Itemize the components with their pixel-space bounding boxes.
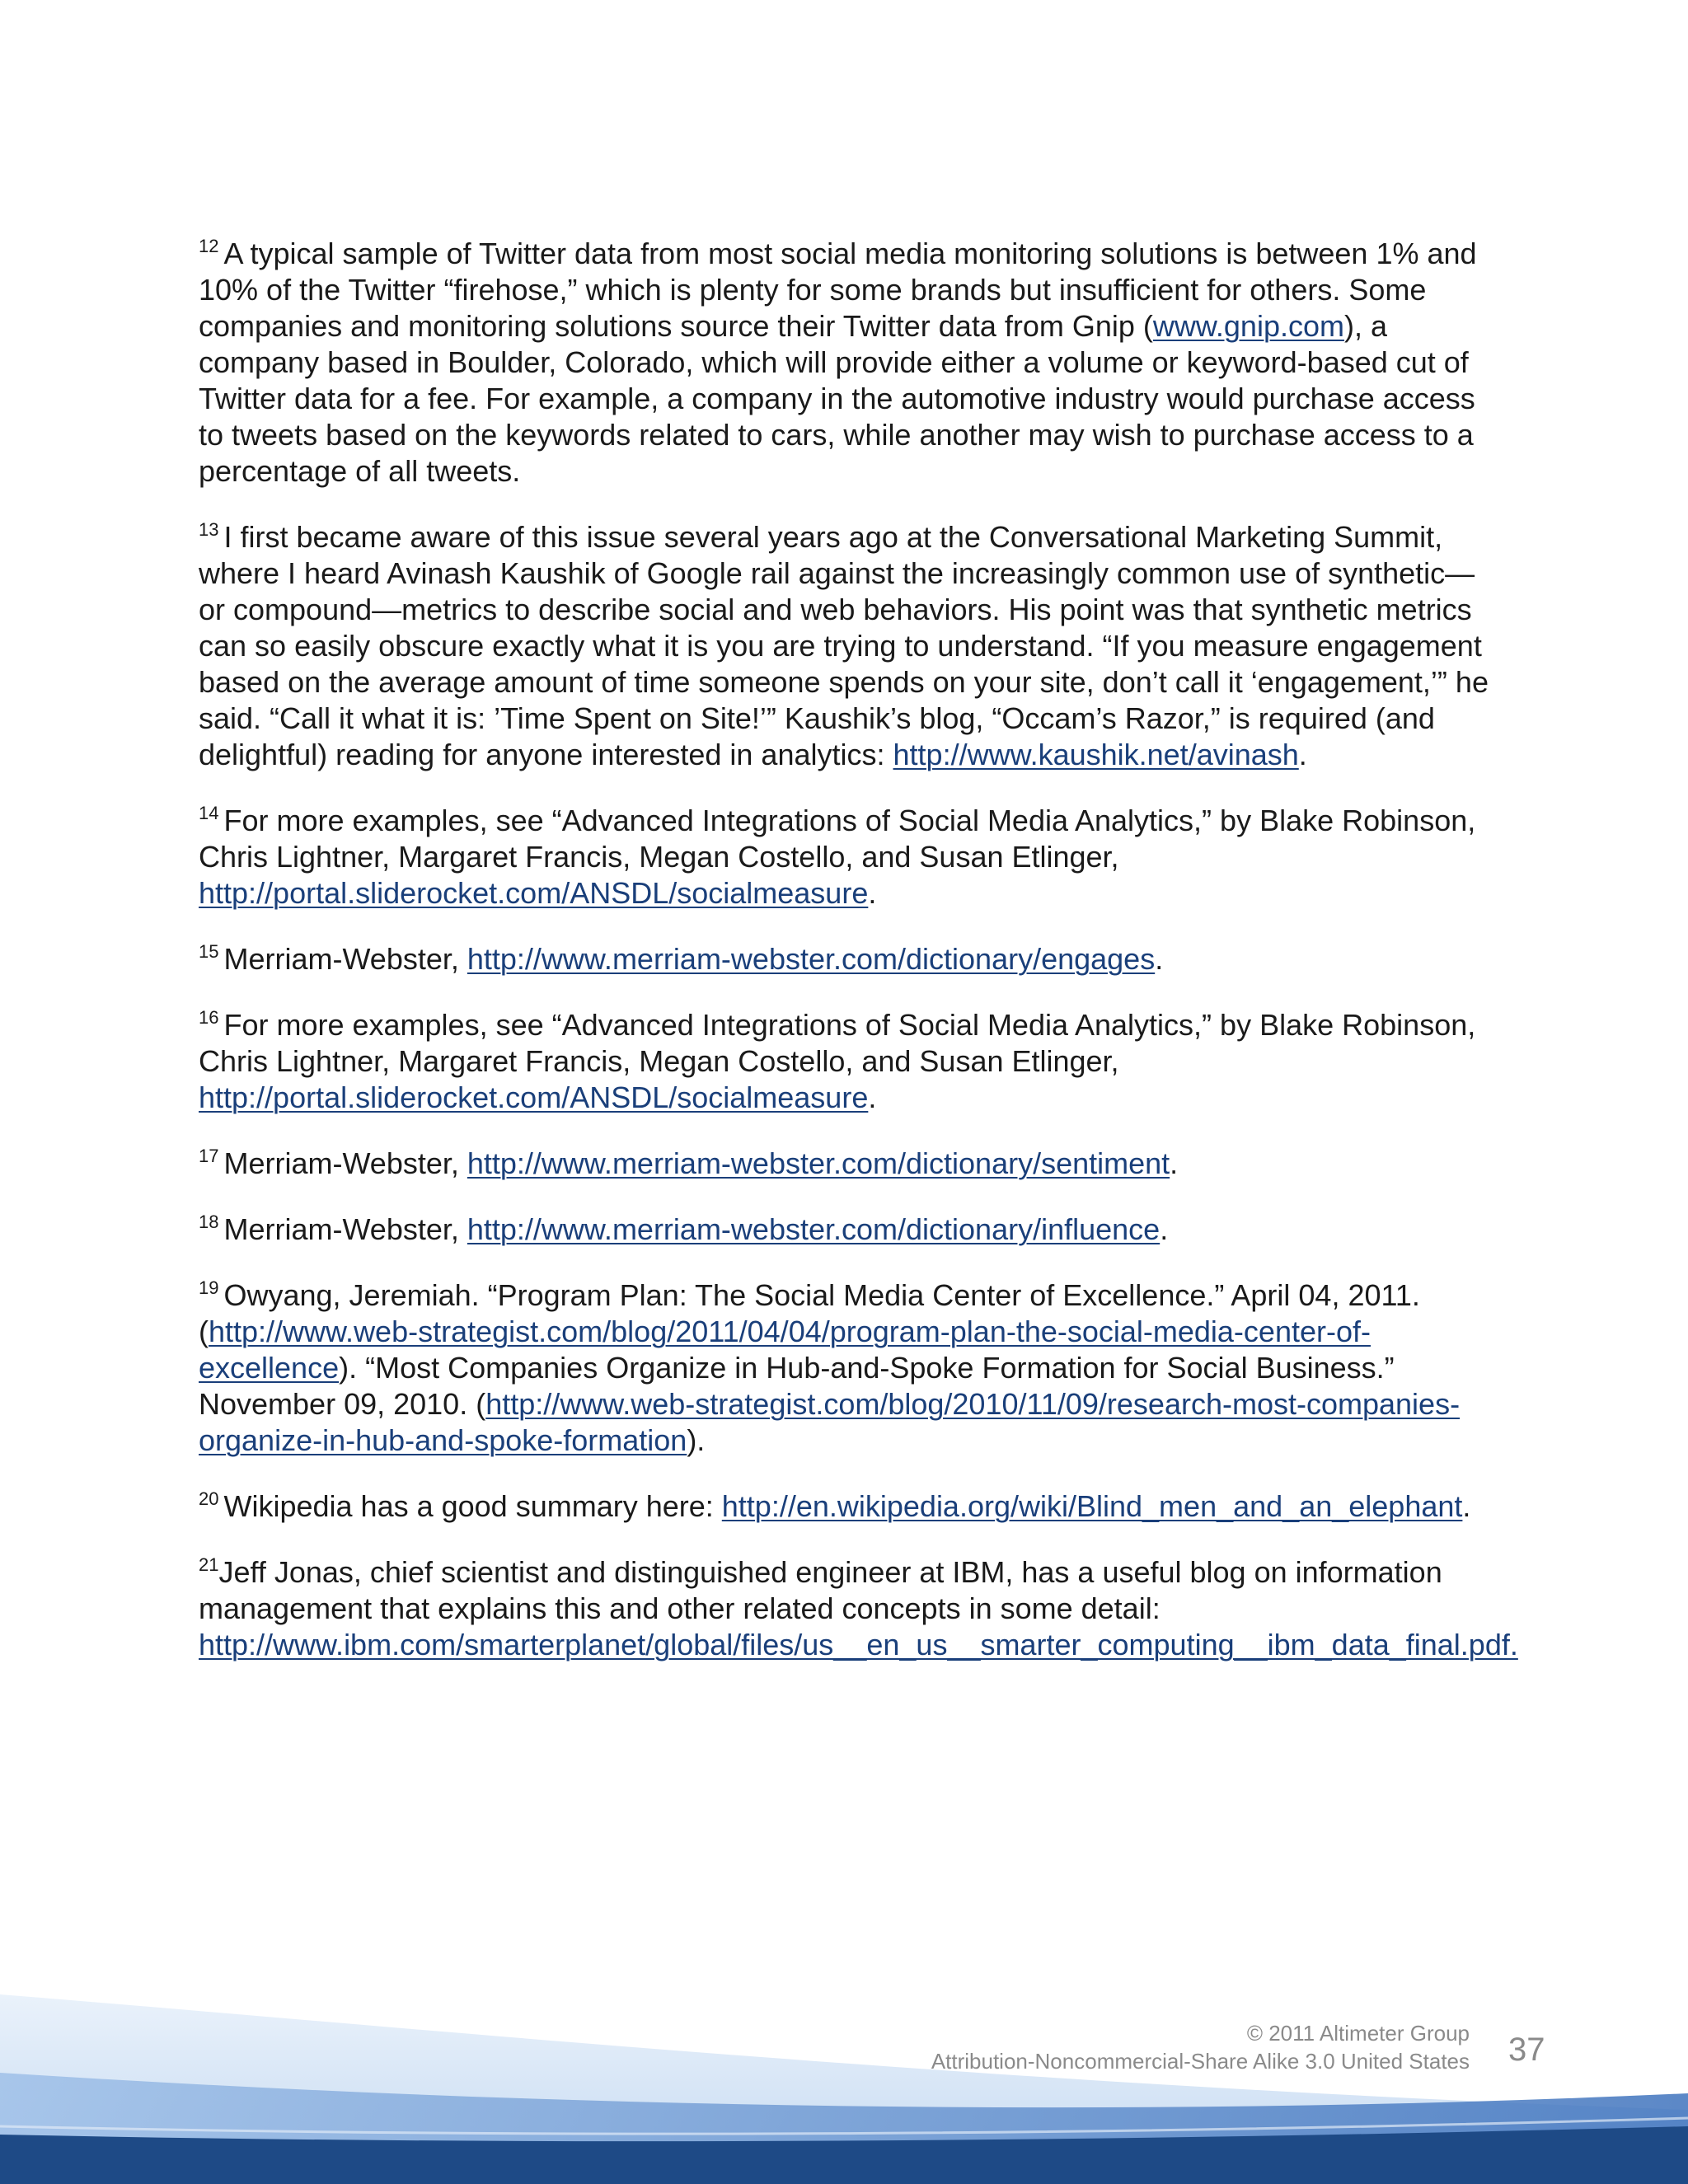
footnote-link[interactable]: www.gnip.com: [1152, 309, 1344, 343]
footnote-link[interactable]: http://www.merriam-webster.com/dictionary/influence: [467, 1212, 1160, 1246]
copyright-text: © 2011 Altimeter Group: [1246, 2021, 1470, 2046]
footnote-link[interactable]: http://www.ibm.com/smarterplanet/global/files/us__en_us__smarter_computing__ibm_data_final.pdf.: [199, 1628, 1518, 1661]
footnote-19: [199, 1277, 1501, 1459]
footnote-number: 15: [199, 941, 219, 962]
footnote-21: [199, 1554, 1518, 1663]
footnote-link[interactable]: http://www.merriam-webster.com/dictionary/sentiment: [467, 1146, 1170, 1180]
footnote-text: Jeff Jonas, chief scientist and distinguished engineer at IBM, has a useful blog on information management that explains this and other related concepts in some detail:: [199, 1555, 1442, 1625]
footnote-17: [199, 1146, 1501, 1182]
footnote-text: .: [1298, 738, 1307, 771]
footnote-text: ).: [687, 1423, 706, 1457]
footnote-text: I first became aware of this issue several years ago at the Conversational Marketing Summit, where I heard Avinash Kaushik of Google rail against the increasingly common use of synthetic—or compound—metrics to describe social and web behaviors. His point was that synthetic metrics can so easily obscure exactly what it is you are trying to understand. “If you measure engagement based on the average amount of time someone spends on your site, don’t call it ‘engagement,’” he said. “Call it what it is: ’Time Spent on Site!’” Kaushik’s blog, “Occam’s Razor,” is required (and delightful) reading for anyone interested in analytics:: [199, 520, 1489, 771]
footnote-link[interactable]: http://portal.sliderocket.com/ANSDL/socialmeasure: [199, 876, 869, 910]
footnote-link[interactable]: http://portal.sliderocket.com/ANSDL/socialmeasure: [199, 1080, 869, 1114]
footnote-text: Owyang, Jeremiah. “Program Plan: The Social Media Center of Excellence.” April 04, 2011. (: [199, 1278, 1420, 1348]
footnote-link[interactable]: http://www.merriam-webster.com/dictionary/engages: [467, 942, 1156, 976]
license-text: Attribution-Noncommercial-Share Alike 3.0 United States: [931, 2049, 1470, 2074]
footnote-number: 20: [199, 1488, 219, 1509]
footnote-link[interactable]: http://www.web-strategist.com/blog/2011/04/04/program-plan-the-social-media-center-of-excellence: [199, 1315, 1371, 1385]
footnote-15: [199, 941, 1501, 977]
footnote-13: [199, 519, 1501, 773]
footer-wave-decoration: [0, 1994, 1688, 2184]
footnote-number: 18: [199, 1212, 219, 1232]
page-number: 37: [1508, 2032, 1545, 2068]
footnote-text: ). “Most Companies Organize in Hub-and-Spoke Formation for Social Business.” November 09, 2010. (: [199, 1351, 1395, 1421]
footnote-number: 17: [199, 1146, 219, 1166]
footnote-number: 12: [199, 236, 219, 256]
footnote-text: ), a company based in Boulder, Colorado, which will provide either a volume or keyword-based cut of Twitter data for a fee. For example, a company in the automotive industry would purchase access to tweets based on the keywords related to cars, while another may wish to purchase access to a percentage of all tweets.: [199, 309, 1475, 488]
footnote-link[interactable]: http://www.kaushik.net/avinash: [893, 738, 1299, 771]
footnote-text: Wikipedia has a good summary here:: [223, 1489, 722, 1523]
footnote-text: .: [868, 876, 877, 910]
footnote-text: .: [868, 1080, 877, 1114]
footnote-text: For more examples, see “Advanced Integrations of Social Media Analytics,” by Blake Robinson, Chris Lightner, Margaret Francis, Megan Costello, and Susan Etlinger,: [199, 1008, 1476, 1078]
footnote-number: 16: [199, 1007, 219, 1028]
footnote-text: Merriam-Webster,: [223, 1146, 467, 1180]
footnote-text: .: [1462, 1489, 1471, 1523]
footnote-text: .: [1170, 1146, 1179, 1180]
footnote-text: A typical sample of Twitter data from most social media monitoring solutions is between 1% and 10% of the Twitter “firehose,” which is plenty for some brands but insufficient for others. Some companies and monitoring solutions source their Twitter data from Gnip (: [199, 237, 1477, 343]
footnote-number: 21: [199, 1554, 219, 1575]
footnote-text: Merriam-Webster,: [223, 1212, 467, 1246]
footnote-link[interactable]: http://en.wikipedia.org/wiki/Blind_men_and_an_elephant: [721, 1489, 1463, 1523]
footnote-14: [199, 803, 1501, 912]
footnote-18: [199, 1212, 1501, 1248]
footnote-20: [199, 1488, 1501, 1525]
footnote-text: .: [1155, 942, 1164, 976]
footnote-number: 14: [199, 803, 219, 823]
footnotes-list: [199, 236, 1518, 1693]
footnote-text: For more examples, see “Advanced Integrations of Social Media Analytics,” by Blake Robinson, Chris Lightner, Margaret Francis, Megan Costello, and Susan Etlinger,: [199, 804, 1476, 874]
footnote-link[interactable]: http://www.web-strategist.com/blog/2010/11/09/research-most-companies-organize-in-hub-and-spoke-formation: [199, 1387, 1461, 1457]
footnote-12: [199, 236, 1501, 490]
footnote-16: [199, 1007, 1501, 1116]
footnote-number: 13: [199, 519, 219, 540]
footnote-text: .: [1160, 1212, 1169, 1246]
footnote-text: Merriam-Webster,: [223, 942, 467, 976]
footnote-number: 19: [199, 1277, 219, 1298]
